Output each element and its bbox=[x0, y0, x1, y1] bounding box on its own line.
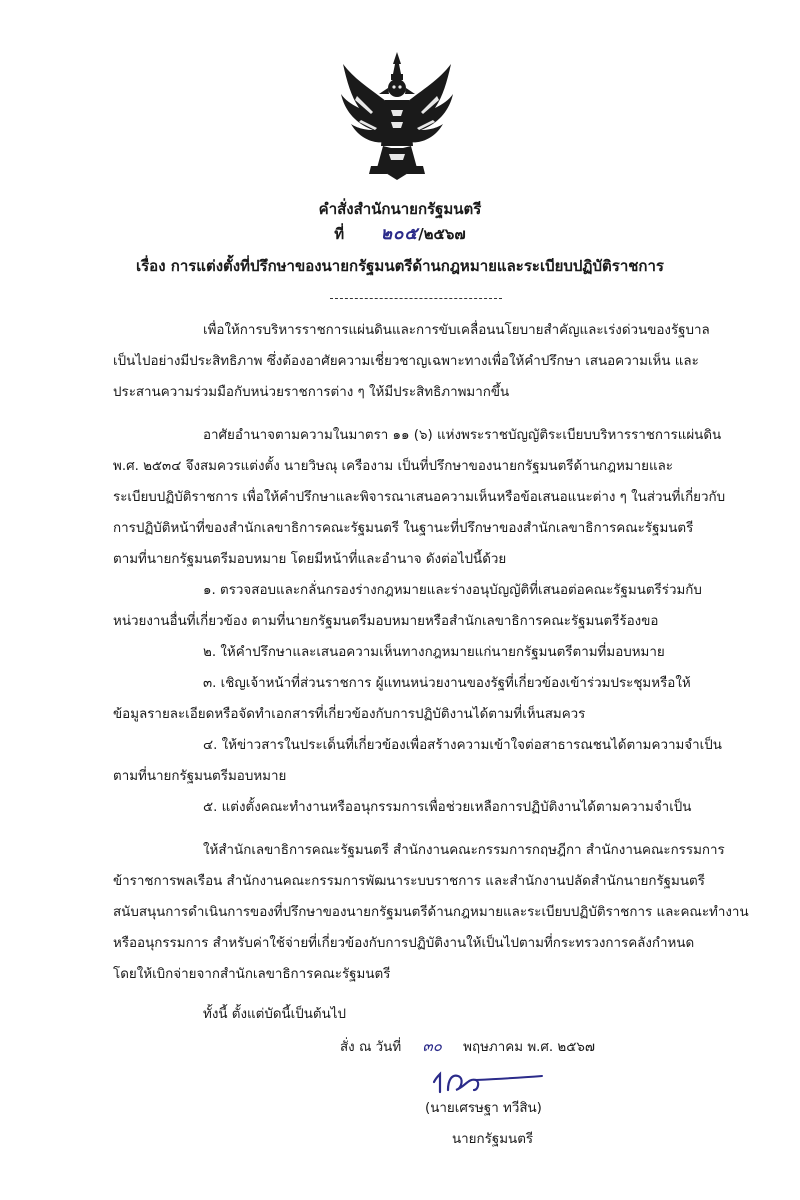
p2-line-3: ระเบียบปฏิบัติราชการ เพื่อให้คำปรึกษาและพิจารณาเสนอความเห็นหรือข้อเสนอแนะต่าง ๆ ในส่วนที่เกี่ยวกับ bbox=[113, 490, 726, 505]
item-3-line-2: ข้อมูลรายละเอียดหรือจัดทำเอกสารที่เกี่ยวข้องกับการปฏิบัติงานได้ตามที่เห็นสมควร bbox=[113, 707, 586, 722]
p1-line-3: ประสานความร่วมมือกับหน่วยราชการต่าง ๆ ให้มีประสิทธิภาพมากขึ้น bbox=[113, 385, 510, 400]
date-suffix: พฤษภาคม พ.ศ. ๒๕๖๗ bbox=[463, 1040, 595, 1055]
item-5: ๕. แต่งตั้งคณะทำงานหรืออนุกรรมการเพื่อช่วยเหลือการปฏิบัติงานได้ตามความจำเป็น bbox=[203, 800, 692, 815]
signer-title: นายกรัฐมนตรี bbox=[452, 1132, 534, 1147]
order-date bbox=[340, 1037, 595, 1057]
handwritten-number: ๒๐๕ bbox=[380, 224, 419, 244]
p1-line-2: เป็นไปอย่างมีประสิทธิภาพ ซึ่งต้องอาศัยความเชี่ยวชาญเฉพาะทางเพื่อให้คำปรึกษา เสนอความเห็น และ bbox=[113, 354, 699, 369]
p1-line-1: เพื่อให้การบริหารราชการแผ่นดินและการขับเคลื่อนนโยบายสำคัญและเร่งด่วนของรัฐบาล bbox=[203, 323, 710, 338]
number-suffix: /๒๕๖๗ bbox=[418, 225, 466, 243]
p3-line-5: โดยให้เบิกจ่ายจากสำนักเลขาธิการคณะรัฐมนตรี bbox=[113, 967, 391, 982]
item-2: ๒. ให้คำปรึกษาและเสนอความเห็นทางกฎหมายแก่นายกรัฐมนตรีตามที่มอบหมาย bbox=[203, 645, 665, 660]
date-day-handwritten: ๓๐ bbox=[422, 1037, 442, 1055]
item-4-line-2: ตามที่นายกรัฐมนตรีมอบหมาย bbox=[113, 769, 287, 784]
number-prefix: ที่ bbox=[334, 225, 345, 243]
item-1-line-1: ๑. ตรวจสอบและกลั่นกรองร่างกฎหมายและร่างอนุบัญญัติที่เสนอต่อคณะรัฐมนตรีร่วมกับ bbox=[203, 583, 702, 598]
p2-line-2: พ.ศ. ๒๕๓๔ จึงสมควรแต่งตั้ง นายวิษณุ เครืองาม เป็นที่ปรึกษาของนายกรัฐมนตรีด้านกฎหมายและ bbox=[113, 459, 673, 474]
document-number bbox=[0, 224, 800, 244]
p3-line-2: ข้าราชการพลเรือน สำนักงานคณะกรรมการพัฒนาระบบราชการ และสำนักงานปลัดสำนักนายกรัฐมนตรี bbox=[113, 874, 705, 889]
p2-line-1: อาศัยอำนาจตามความในมาตรา ๑๑ (๖) แห่งพระราชบัญญัติระเบียบบริหารราชการแผ่นดิน bbox=[203, 428, 722, 443]
document-title: คำสั่งสำนักนายกรัฐมนตรี bbox=[318, 200, 482, 218]
item-3-line-1: ๓. เชิญเจ้าหน้าที่ส่วนราชการ ผู้แทนหน่วยงานของรัฐที่เกี่ยวข้องเข้าร่วมประชุมหรือให้ bbox=[203, 676, 691, 691]
signer-name: (นายเศรษฐา ทวีสิน) bbox=[425, 1101, 542, 1116]
date-prefix: สั่ง ณ วันที่ bbox=[340, 1040, 402, 1055]
p2-line-5: ตามที่นายกรัฐมนตรีมอบหมาย โดยมีหน้าที่และอำนาจ ดังต่อไปนี้ด้วย bbox=[113, 552, 507, 567]
item-4-line-1: ๔. ให้ข่าวสารในประเด็นที่เกี่ยวข้องเพื่อสร้างความเข้าใจต่อสาธารณชนได้ตามความจำเป็น bbox=[203, 738, 722, 753]
garuda-emblem-icon bbox=[337, 50, 457, 182]
p3-line-4: หรืออนุกรรมการ สำหรับค่าใช้จ่ายที่เกี่ยวข้องกับการปฏิบัติงานให้เป็นไปตามที่กระทรวงการคลังกำหนด bbox=[113, 936, 695, 951]
p2-line-4: การปฏิบัติหน้าที่ของสำนักเลขาธิการคณะรัฐมนตรี ในฐานะที่ปรึกษาของสำนักเลขาธิการคณะรัฐมนตรี bbox=[113, 521, 694, 536]
document-subject: เรื่อง การแต่งตั้งที่ปรึกษาของนายกรัฐมนตรีด้านกฎหมายและระเบียบปฏิบัติราชการ bbox=[136, 257, 664, 275]
p3-line-3: สนับสนุนการดำเนินการของที่ปรึกษาของนายกรัฐมนตรีด้านกฎหมายและระเบียบปฏิบัติราชการ และคณะทำงาน bbox=[113, 905, 749, 920]
item-1-line-2: หน่วยงานอื่นที่เกี่ยวข้อง ตามที่นายกรัฐมนตรีมอบหมายหรือสำนักเลขาธิการคณะรัฐมนตรีร้องขอ bbox=[113, 614, 659, 629]
separator-line bbox=[330, 298, 502, 299]
effective-clause: ทั้งนี้ ตั้งแต่บัดนี้เป็นต้นไป bbox=[203, 1007, 347, 1022]
p3-line-1: ให้สำนักเลขาธิการคณะรัฐมนตรี สำนักงานคณะกรรมการกฤษฎีกา สำนักงานคณะกรรมการ bbox=[203, 843, 725, 858]
signature-image bbox=[426, 1060, 546, 1100]
